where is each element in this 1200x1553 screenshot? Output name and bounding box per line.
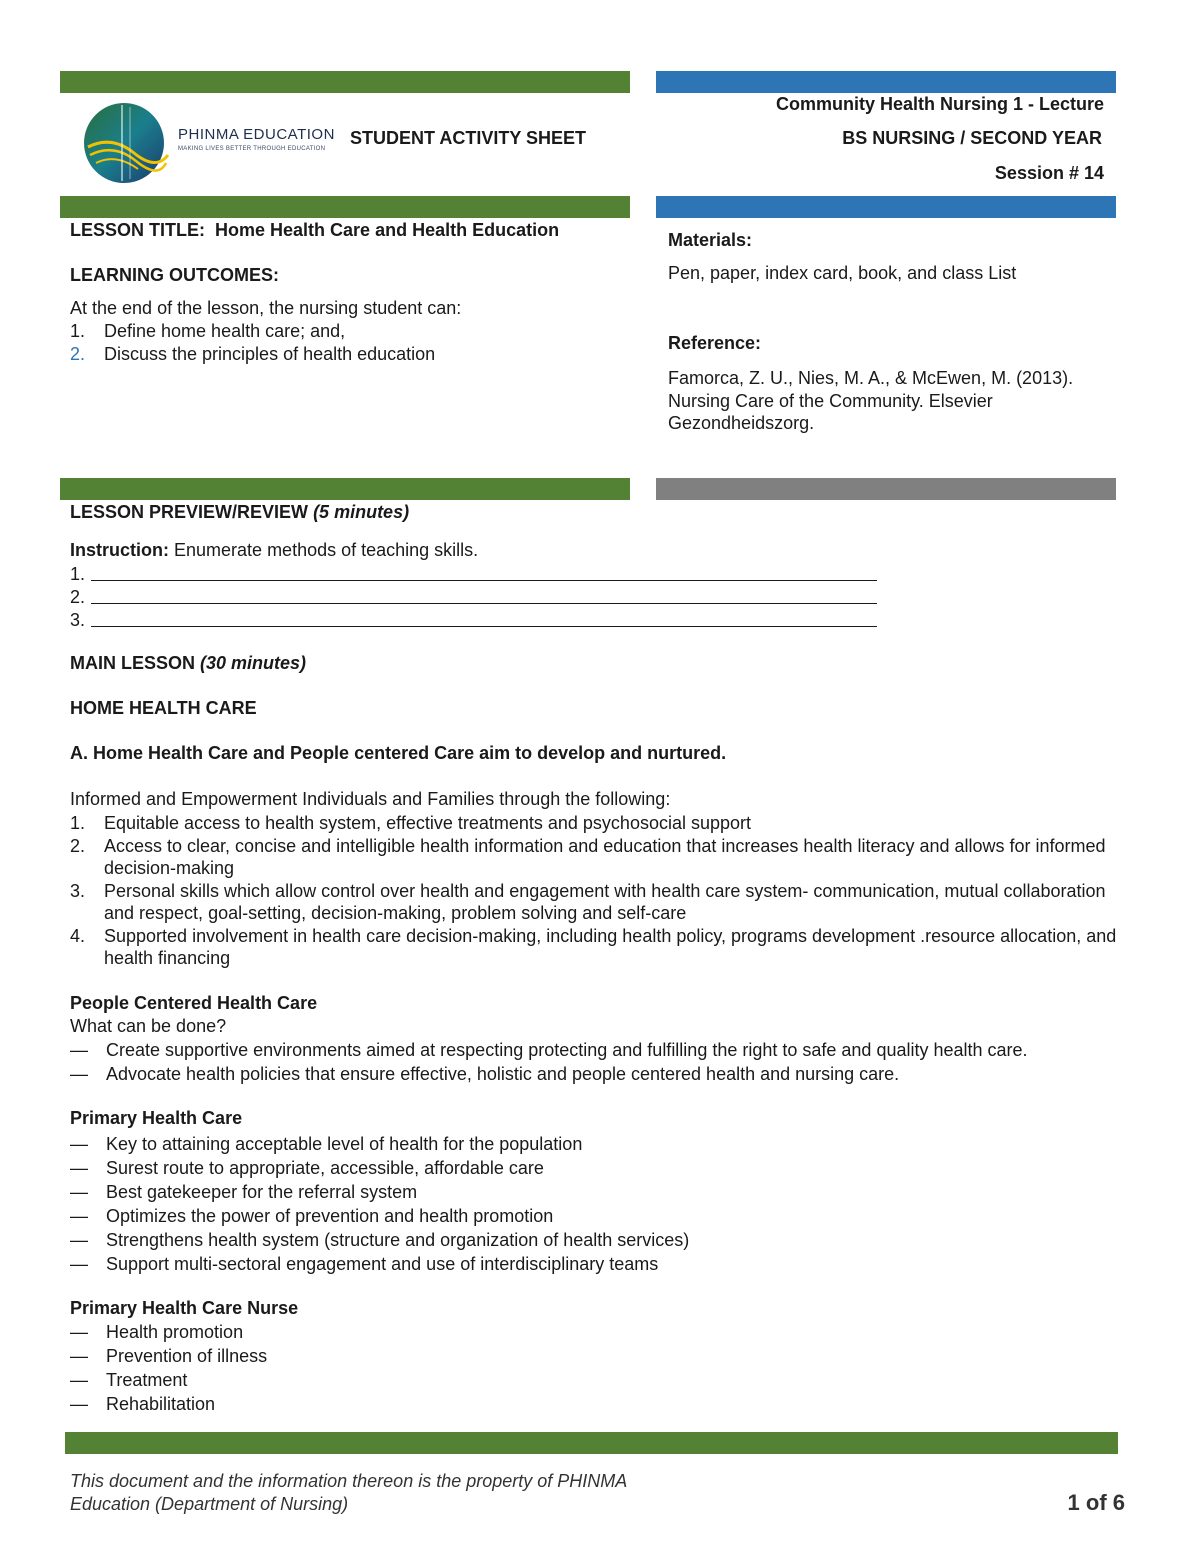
lesson-preview-time: (5 minutes) xyxy=(313,502,410,522)
pchc-list xyxy=(70,1038,1130,1086)
list-item: 4. Supported involvement in health care decision-making, including health policy, programs development .resource allocation, and health financing xyxy=(70,925,1117,968)
answer-blank-row: 1. xyxy=(70,563,890,586)
list-item: — Create supportive environments aimed at respecting protecting and fulfilling the right to safe and quality health care. xyxy=(70,1040,1028,1060)
list-item: — Key to attaining acceptable level of health for the population xyxy=(70,1134,583,1154)
materials-heading: Materials: xyxy=(668,230,753,250)
list-item: — Strengthens health system (structure and organization of health services) xyxy=(70,1230,690,1250)
logo-tagline: MAKING LIVES BETTER THROUGH EDUCATION xyxy=(178,146,326,152)
logo-label: PHINMA EDUCATION xyxy=(178,126,335,143)
header-bar-right-bottom xyxy=(656,196,1116,218)
header-bar-left-bottom xyxy=(60,196,630,218)
list-item: 2. Access to clear, concise and intelligible health information and education that increases health literacy and allows for informed decision-making xyxy=(70,835,1106,878)
list-item: — Surest route to appropriate, accessible, affordable care xyxy=(70,1158,544,1178)
phcn-heading: Primary Health Care Nurse xyxy=(70,1298,299,1318)
reference-text: Famorca, Z. U., Nies, M. A., & McEwen, M. (2013). Nursing Care of the Community. Elsevier Gezondheidszorg. xyxy=(668,368,1074,433)
preview-instruction: Instruction: Enumerate methods of teaching skills. xyxy=(70,540,479,560)
list-item: 1. Define home health care; and, xyxy=(70,321,346,341)
answer-blank-row: 2. xyxy=(70,586,890,609)
reference-heading: Reference: xyxy=(668,333,762,353)
learning-outcomes-heading: LEARNING OUTCOMES: xyxy=(70,265,279,285)
list-item: — Optimizes the power of prevention and health promotion xyxy=(70,1206,554,1226)
phinma-logo xyxy=(82,97,332,189)
list-item: — Treatment xyxy=(70,1370,188,1390)
phc-heading: Primary Health Care xyxy=(70,1108,243,1128)
materials-text: Pen, paper, index card, book, and class List xyxy=(668,263,1017,283)
session-number: Session # 14 xyxy=(994,163,1104,183)
answer-line[interactable] xyxy=(91,603,877,604)
list-item: 2. Discuss the principles of health education xyxy=(70,343,436,364)
main-lesson-time: (30 minutes) xyxy=(200,653,307,673)
learning-outcomes-intro: At the end of the lesson, the nursing student can: xyxy=(70,298,462,318)
answer-line[interactable] xyxy=(91,580,877,581)
answer-blanks xyxy=(70,563,890,632)
page-number: 1 of 6 xyxy=(1067,1490,1125,1515)
phc-list xyxy=(70,1132,1110,1276)
section-title: HOME HEALTH CARE xyxy=(70,698,257,718)
footer-note: This document and the information thereon is the property of PHINMA Education (Department of Nursing) xyxy=(70,1471,627,1514)
list-item: 1. Equitable access to health system, effective treatments and psychosocial support xyxy=(70,813,752,833)
main-lesson-heading: MAIN LESSON (30 minutes) xyxy=(70,653,307,673)
list-item: 3. Personal skills which allow control over health and engagement with health care system- communication, mutual collaboration and respect, goal-setting, decision-making, problem solving and self-care xyxy=(70,880,1106,923)
list-item: — Advocate health policies that ensure effective, holistic and people centered health and nursing care. xyxy=(70,1064,900,1084)
pchc-question: What can be done? xyxy=(70,1016,227,1036)
course-title: Community Health Nursing 1 - Lecture xyxy=(775,94,1104,114)
footer-bar xyxy=(65,1432,1118,1454)
list-item: — Best gatekeeper for the referral system xyxy=(70,1182,418,1202)
section-bar-left xyxy=(60,478,630,500)
phinma-logo-emblem-icon xyxy=(82,97,172,189)
list-item: — Prevention of illness xyxy=(70,1346,268,1366)
lesson-preview-heading: LESSON PREVIEW/REVIEW (5 minutes) xyxy=(70,502,410,522)
section-bar-right xyxy=(656,478,1116,500)
pchc-heading: People Centered Health Care xyxy=(70,993,318,1013)
lesson-title-text: Home Health Care and Health Education xyxy=(215,220,560,240)
sheet-title: STUDENT ACTIVITY SHEET xyxy=(350,128,587,148)
list-item: — Rehabilitation xyxy=(70,1394,216,1414)
empowerment-intro: Informed and Empowerment Individuals and Families through the following: xyxy=(70,789,671,809)
answer-blank-row: 3. xyxy=(70,609,890,632)
header-bar-right-top xyxy=(656,71,1116,93)
header-bar-left-top xyxy=(60,71,630,93)
subsection-a-title: A. Home Health Care and People centered Care aim to develop and nurtured. xyxy=(70,743,727,763)
list-item: — Health promotion xyxy=(70,1322,244,1342)
program-year: BS NURSING / SECOND YEAR xyxy=(842,128,1102,148)
phcn-list xyxy=(70,1320,1110,1416)
learning-outcomes-list xyxy=(68,320,628,365)
lesson-title-label: LESSON TITLE: xyxy=(70,220,205,240)
list-item: — Support multi-sectoral engagement and use of interdisciplinary teams xyxy=(70,1254,659,1274)
answer-line[interactable] xyxy=(91,626,877,627)
lesson-title xyxy=(70,220,559,241)
empowerment-list xyxy=(68,812,1124,970)
